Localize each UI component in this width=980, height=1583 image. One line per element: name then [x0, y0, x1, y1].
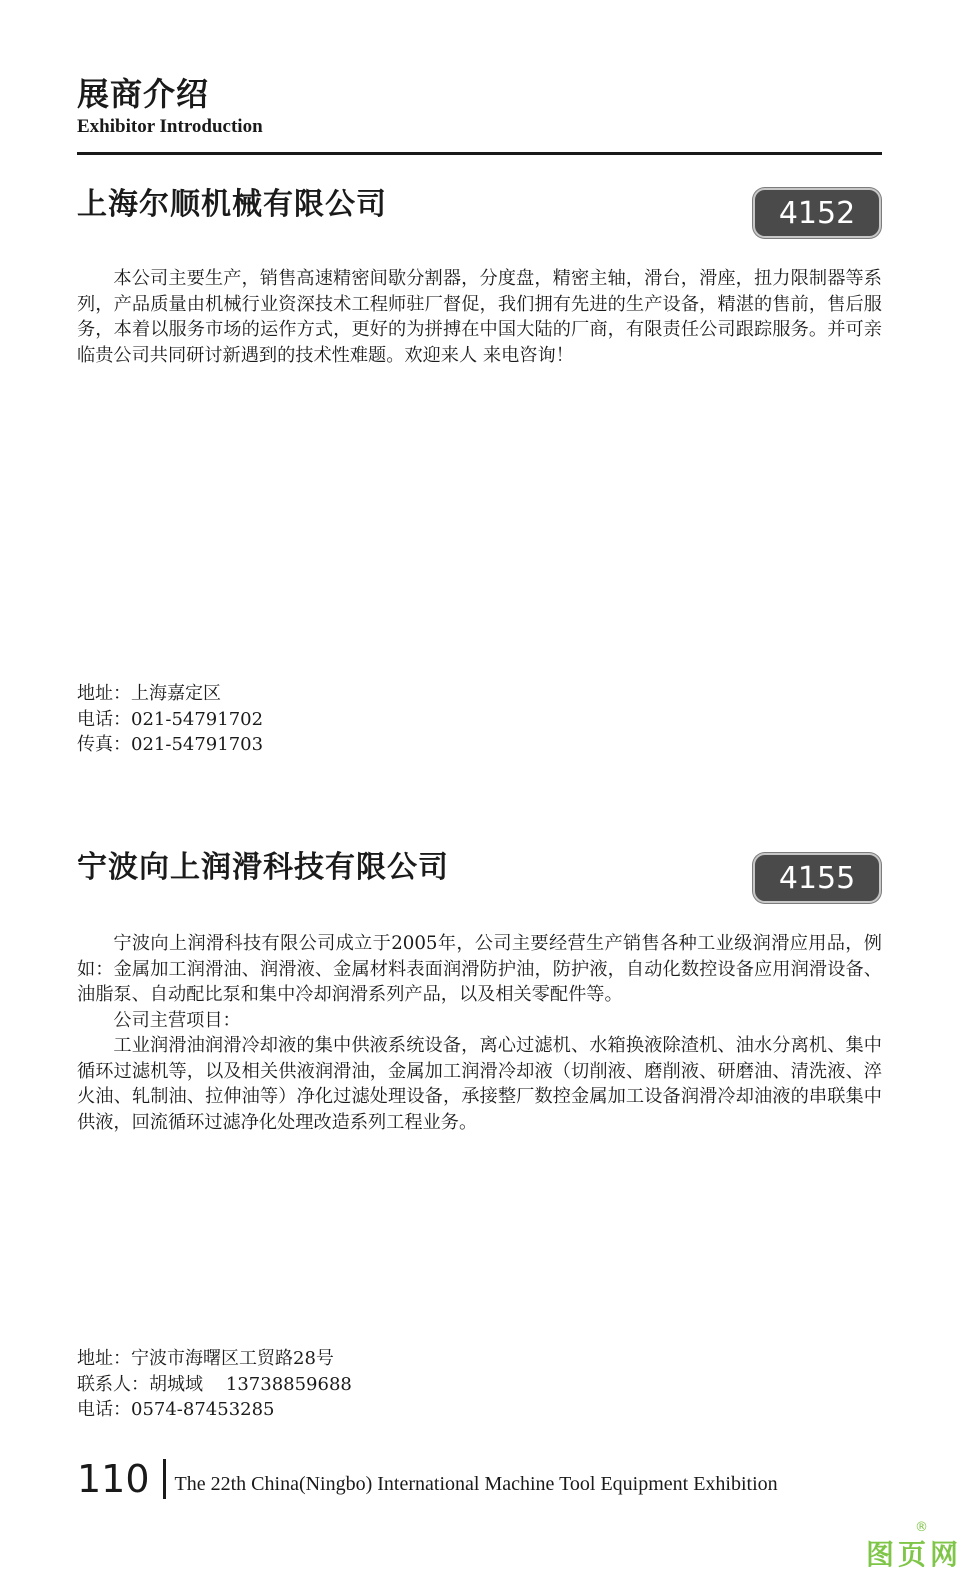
header-divider	[77, 152, 882, 155]
contact-info	[77, 1346, 352, 1423]
footer-divider	[163, 1459, 166, 1499]
contact-info	[77, 681, 263, 758]
page-header	[77, 74, 263, 138]
site-watermark: 图页网	[865, 1538, 962, 1571]
booth-number-badge: 4152	[753, 188, 881, 238]
company-name-xiangshang: 宁波向上润滑科技有限公司	[77, 850, 449, 885]
description-paragraph: 公司主营项目：	[113, 1009, 241, 1031]
page-number: 110	[77, 1457, 150, 1501]
contact-person-line: 联系人：胡城域 13738859688	[77, 1373, 352, 1395]
company-description	[77, 931, 882, 1135]
company-description	[77, 266, 882, 368]
company-name-ershun: 上海尔顺机械有限公司	[77, 187, 387, 222]
exhibition-name: The 22th China(Ningbo) International Machine Tool Equipment Exhibition	[174, 1472, 778, 1495]
page-footer	[77, 1456, 778, 1502]
booth-number-badge: 4155	[753, 853, 881, 903]
description-paragraph: 宁波向上润滑科技有限公司成立于2005年，公司主要经营生产销售各种工业级润滑应用品，例如：金属加工润滑油、润滑液、金属材料表面润滑防护油，防护液，自动化数控设备应用润滑设备、油脂泵、自动配比泵和集中冷却润滑系列产品，以及相关零配件等。	[77, 933, 882, 1005]
registered-mark: ®	[915, 1520, 928, 1535]
section-title: 展商介绍	[77, 75, 210, 113]
address-line: 地址：上海嘉定区	[77, 683, 221, 704]
description-paragraph: 工业润滑油润滑冷却液的集中供液系统设备，离心过滤机、水箱换液除渣机、油水分离机、集中循环过滤机等，以及相关供液润滑油，金属加工润滑冷却液（切削液、磨削液、研磨油、清洗液、淬火油、轧制油、拉伸油等）净化过滤处理设备，承接整厂数控金属加工设备润滑冷却油液的串联集中供液，回流循环过滤净化处理改造系列工程业务。	[77, 1035, 882, 1133]
address-line: 地址：宁波市海曙区工贸路28号	[77, 1348, 334, 1369]
fax-line: 传真：021-54791703	[77, 734, 264, 755]
phone-line: 电话：0574-87453285	[77, 1399, 275, 1420]
section-subtitle: Exhibitor Introduction	[77, 116, 263, 137]
phone-line: 电话：021-54791702	[77, 708, 264, 730]
description-paragraph: 本公司主要生产，销售高速精密间歇分割器，分度盘，精密主轴，滑台，滑座，扭力限制器等系列，产品质量由机械行业资深技术工程师驻厂督促，我们拥有先进的生产设备，精湛的售前，售后服务，本着以服务市场的运作方式，更好的为拼搏在中国大陆的厂商，有限责任公司跟踪服务。并可亲临贵公司共同研讨新遇到的技术性难题。欢迎来人 来电咨询！	[77, 268, 882, 366]
